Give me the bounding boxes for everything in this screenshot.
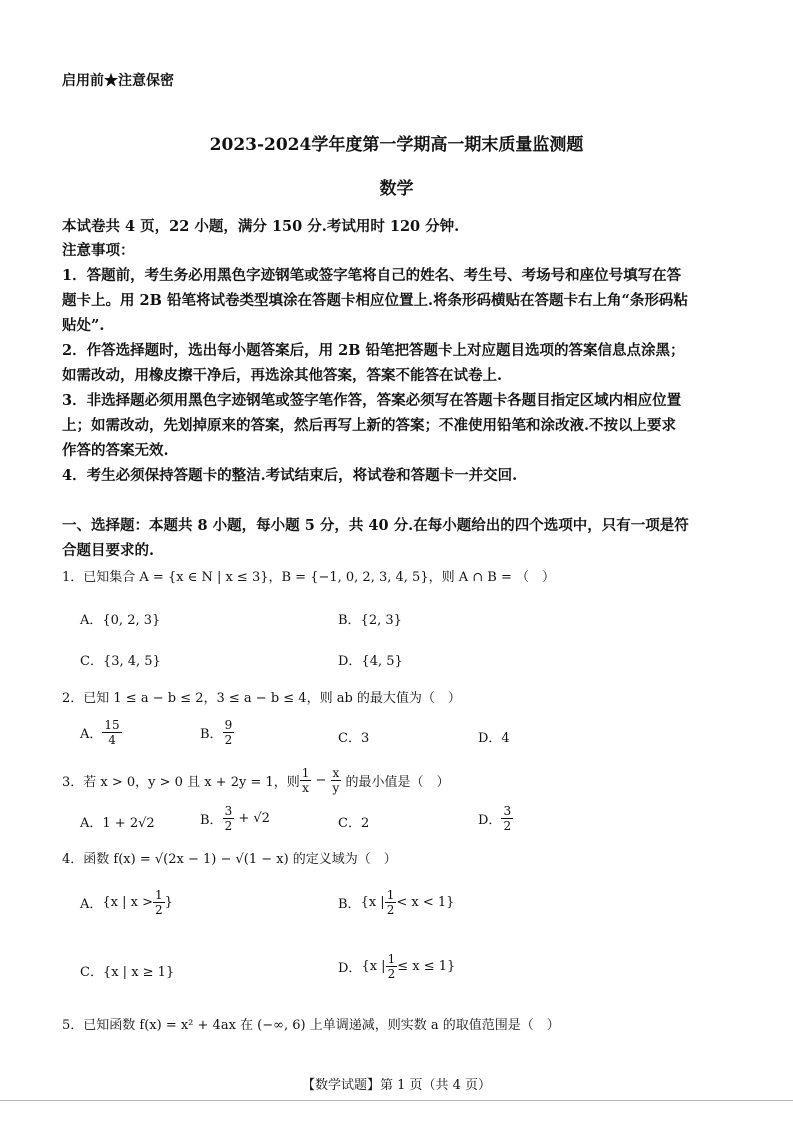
fraction-numerator: 9 [224,718,233,732]
question-1-option-c: C．{3, 4, 5} [80,654,161,669]
fraction-numerator: x [332,766,340,780]
question-2-option-d: D．4 [478,731,510,746]
exam-title: 2023-2024学年度第一学期高一期末质量监测题 [209,135,584,155]
option-label: D． [338,961,362,976]
question-2-option-b [200,718,234,747]
notice-heading: 注意事项： [62,242,135,259]
exam-summary: 本试卷共 4 页，22 小题，满分 150 分.考试用时 120 分钟. [62,218,460,235]
section-heading-line-1: 一、选择题：本题共 8 小题，每小题 5 分，共 40 分.在每小题给出的四个选项中，只有一项是符 [62,517,689,534]
fraction [223,804,235,833]
question-4-option-c: C．{x | x ≥ 1} [80,965,175,980]
question-3-option-b [200,804,270,833]
set-prefix: {x | [361,959,386,974]
question-2-option-c: C．3 [338,731,370,746]
fraction-denominator: x [302,781,309,795]
option-label: A． [80,897,103,912]
option-label: A． [80,727,103,742]
fraction-numerator: 1 [301,766,310,780]
notice-3-line-1: 3．非选择题必须用黑色字迹钢笔或签字笔作答，答案必须写在答题卡各题目指定区域内相应位置 [62,392,682,409]
fraction [386,952,398,981]
fraction-denominator: y [332,781,340,795]
fraction-numerator: 1 [386,888,395,902]
set-suffix: ≤ x ≤ 1} [397,959,456,974]
fraction [331,766,342,795]
question-2-stem: 2．已知 1 ≤ a − b ≤ 2，3 ≤ a − b ≤ 4，则 ab 的最大值为（ ） [62,691,461,706]
notice-2-line-2: 如需改动，用橡皮擦干净后，再选涂其他答案，答案不能答在试卷上. [62,367,503,384]
question-2-option-a [80,718,122,747]
stem-text: 的最小值是（ ） [341,775,450,790]
minus-sign: − [311,773,331,788]
question-1-option-b: B．{2, 3} [338,613,402,628]
question-1-option-a: A．{0, 2, 3} [80,613,161,628]
fraction-denominator: 2 [387,967,396,981]
fraction-denominator: 4 [108,733,116,747]
notice-1-line-1: 1．答题前，考生务必用黑色字迹钢笔或签字笔将自己的姓名、考生号、考场号和座位号填写在答 [62,267,682,284]
fraction [501,804,513,833]
confidential-label: 启用前★注意保密 [62,73,174,89]
fraction-numerator: 1 [387,952,396,966]
fraction [223,718,235,747]
fraction [102,718,121,747]
set-prefix: {x | x > [102,895,153,910]
fraction-numerator: 3 [224,804,233,818]
set-prefix: {x | [360,895,385,910]
question-1-option-d: D．{4, 5} [338,654,403,669]
question-5-stem: 5．已知函数 f(x) = x² + 4ax 在 (−∞, 6) 上单调递减，则实数 a 的取值范围是（ ） [62,1018,560,1033]
footer-divider [0,1100,793,1101]
fraction-numerator: 3 [503,804,512,818]
option-label: D． [478,813,502,828]
fraction-denominator: 2 [224,819,233,833]
question-3-option-a: A．1 + 2√2 [80,816,155,831]
question-4-option-a [80,888,173,917]
fraction [385,888,397,917]
section-heading-line-2: 合题目要求的. [62,542,155,559]
fraction [300,766,312,795]
question-3-stem [62,766,449,795]
fraction-denominator: 2 [503,819,512,833]
question-3-option-c: C．2 [338,816,370,831]
fraction-denominator: 2 [155,903,163,917]
notice-1-line-2: 题卡上。用 2B 铅笔将试卷类型填涂在答题卡相应位置上.将条形码横贴在答题卡右上角“条形码粘 [62,292,688,309]
notice-4-line-1: 4．考生必须保持答题卡的整洁.考试结束后，将试卷和答题卡一并交回. [62,467,518,484]
option-label: B． [200,727,223,742]
notice-2-line-1: 2．作答选择题时，选出每小题答案后，用 2B 铅笔把答题卡上对应题目选项的答案信息点涂黑； [62,342,685,359]
question-4-stem: 4．函数 f(x) = √(2x − 1) − √(1 − x) 的定义域为（ ） [62,852,397,867]
fraction-numerator: 15 [104,718,120,732]
fraction-numerator: 1 [155,888,163,902]
fraction-denominator: 2 [386,903,395,917]
notice-3-line-2: 上；如需改动，先划掉原来的答案，然后再写上新的答案；不准使用铅笔和涂改液.不按以上要求 [62,417,677,434]
notice-3-line-3: 作答的答案无效. [62,442,169,459]
subject-title: 数学 [379,179,414,199]
fraction [153,888,165,917]
page-footer: 【数学试题】第 1 页（共 4 页） [301,1078,492,1093]
option-label: B． [338,897,361,912]
set-suffix: < x < 1} [396,895,455,910]
option-tail: + √2 [234,811,270,826]
fraction-denominator: 2 [224,733,233,747]
question-4-option-d [338,952,455,981]
stem-text: 3．若 x > 0，y > 0 且 x + 2y = 1，则 [62,775,300,790]
question-3-option-d [478,804,513,833]
set-suffix: } [164,895,173,910]
question-4-option-b [338,888,454,917]
question-1-stem: 1．已知集合 A = {x ∈ N | x ≤ 3}，B = {−1, 0, 2, 3, 4, 5}，则 A ∩ B = （ ） [62,570,555,585]
notice-1-line-3: 贴处”. [62,317,105,334]
option-label: B． [200,813,223,828]
